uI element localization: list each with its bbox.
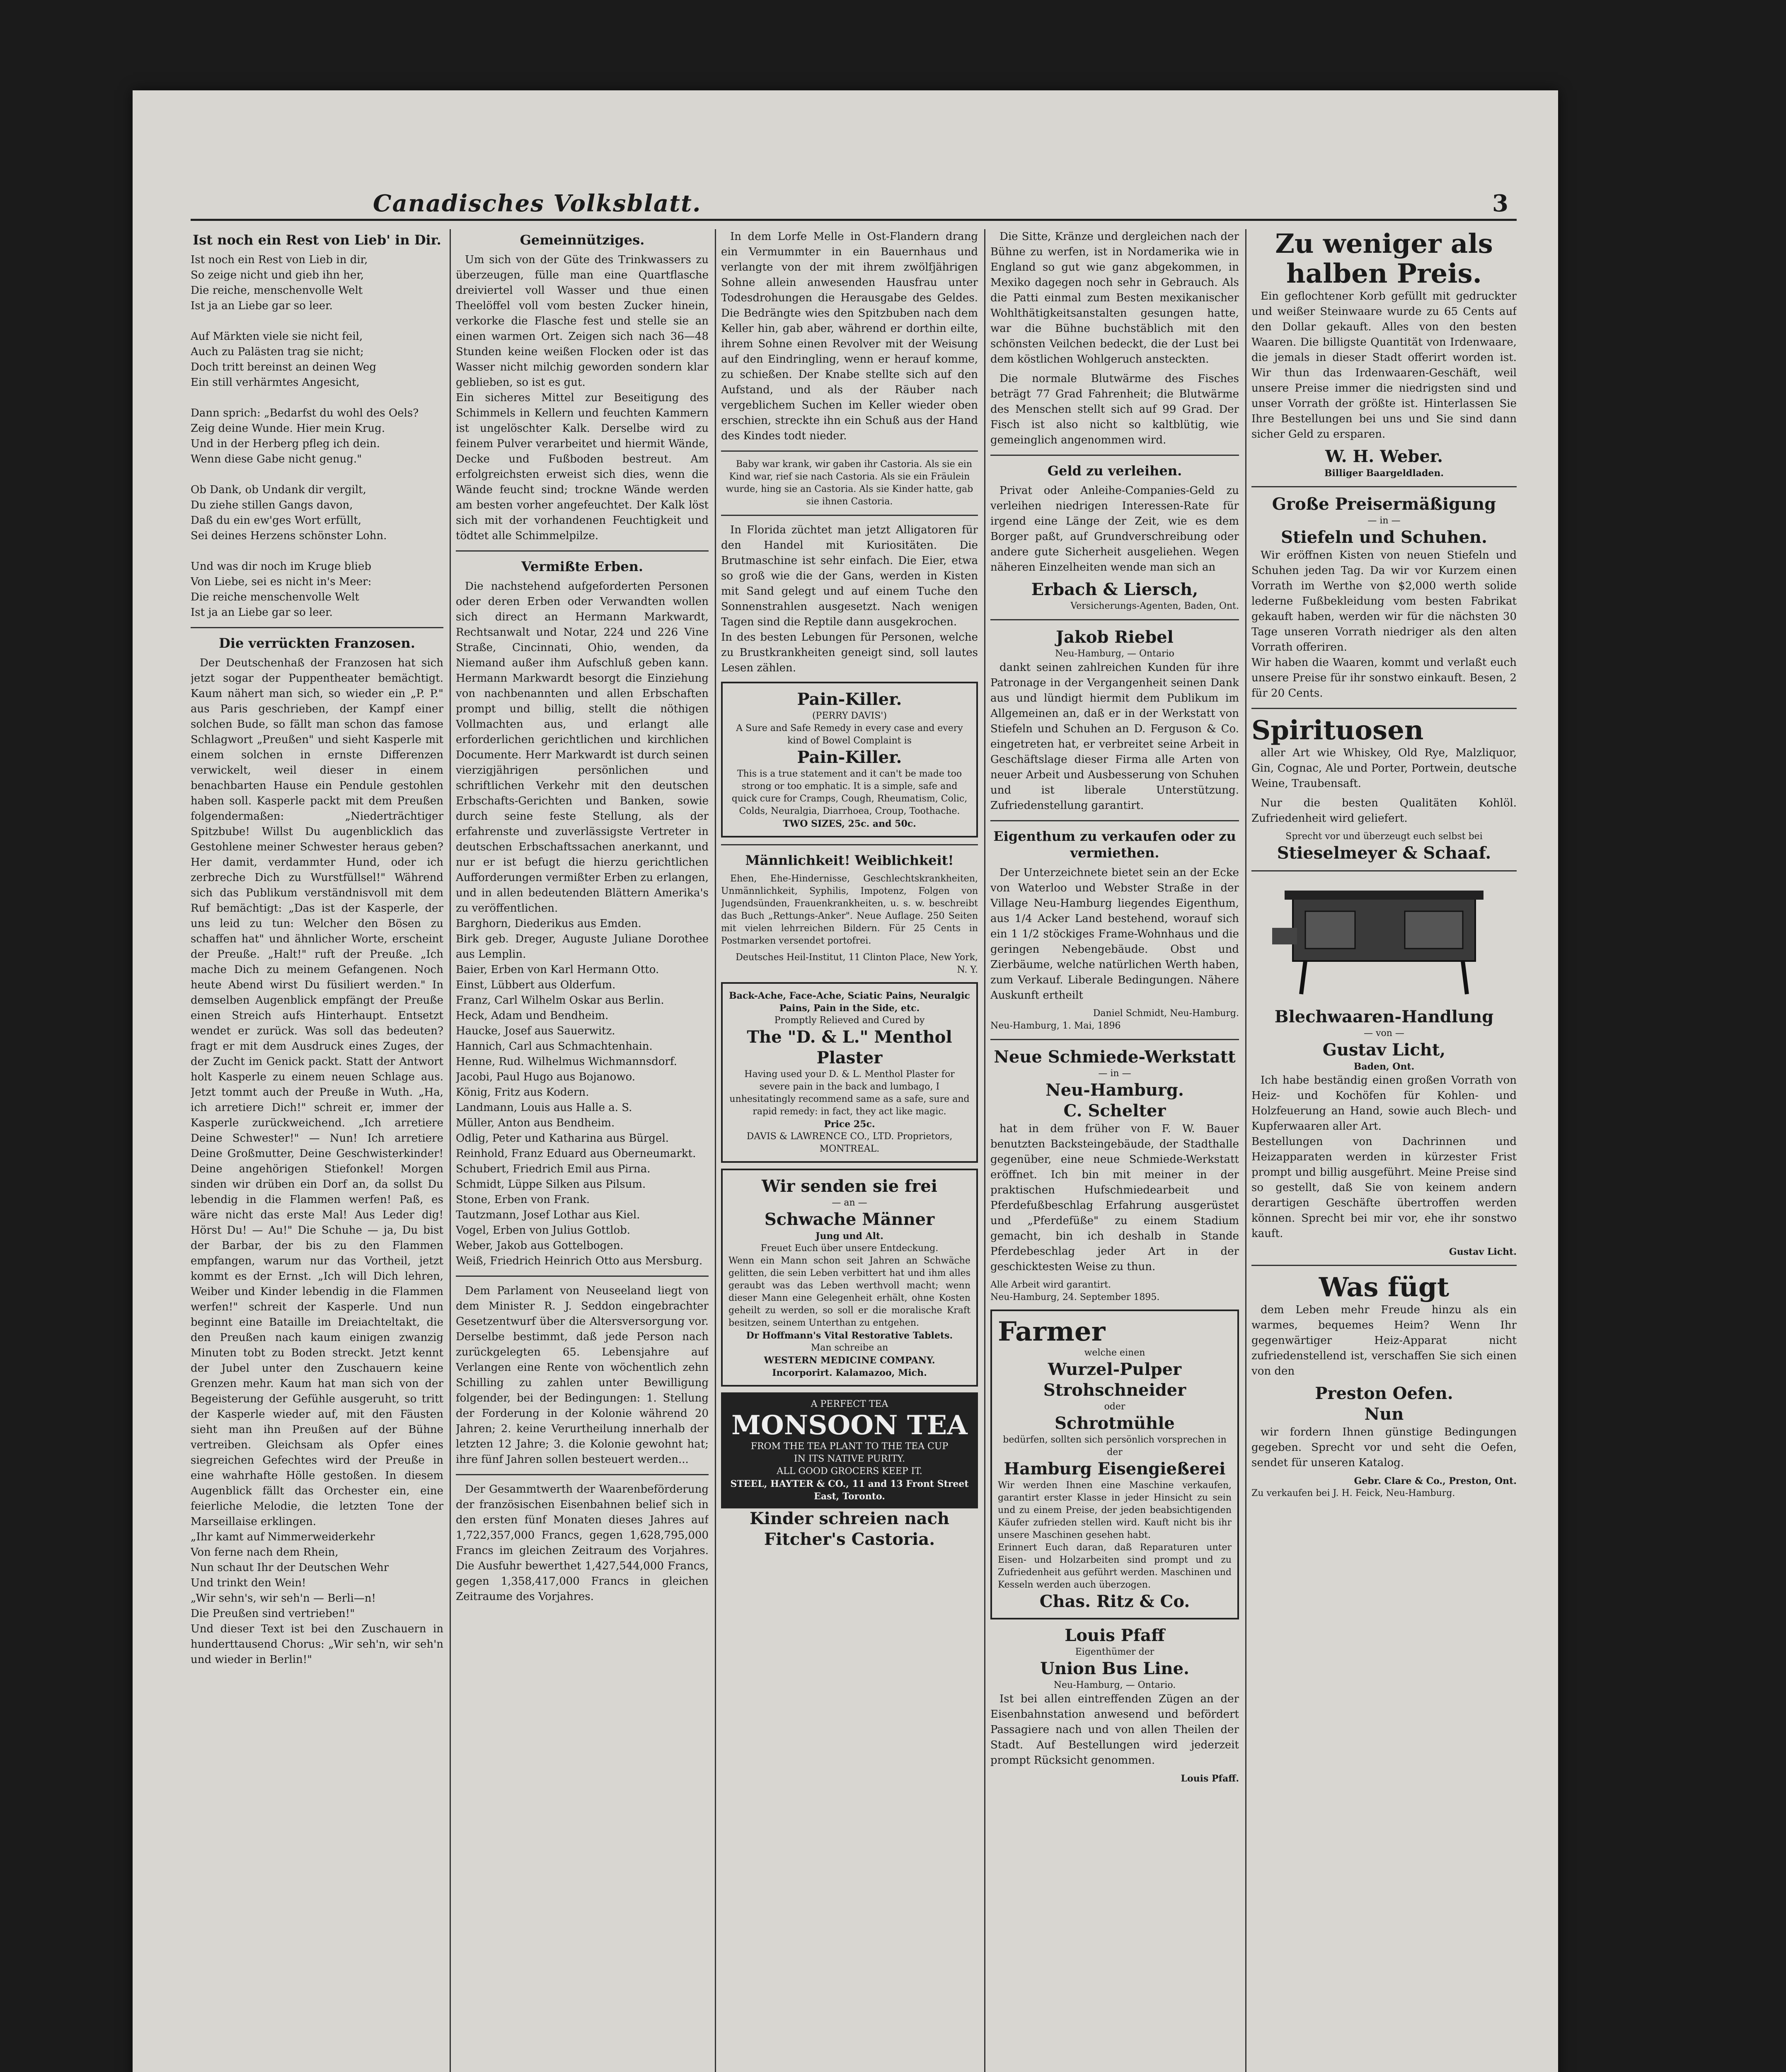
monsoon-tea-ad (721, 1392, 978, 1508)
story-title: Die verrückten Franzosen. (219, 635, 415, 651)
farmer-oder: oder (1104, 1402, 1125, 1412)
painkiller-title: Pain-Killer. (797, 690, 902, 709)
nun-text: wir fordern Ihnen günstige Bedingungen gegeben. Sprecht vor und seht die Oefen, sendet für unseren Katalog. (1251, 1426, 1517, 1469)
hoffmann-body: Wenn ein Mann schon seit Jahren an Schwäche gelitten, die sein Leben verbittert hat und ihm alles geraubt was das Leben werthvoll macht; wenn dieser Mann eine Gelegenheit erhält, ohne Kosten geheilt zu werden, so soll er die moralische Kraft besitzen, seinem Unterthan zu entgehen. (728, 1256, 970, 1328)
schrotmuehle: Schrotmühle (1055, 1414, 1175, 1433)
column-1 (191, 229, 443, 2072)
riebel-location: Neu-Hamburg, — Ontario (1055, 649, 1174, 659)
hamburg-foundry: Hamburg Eisengießerei (1004, 1459, 1226, 1479)
frei-an: — an — (832, 1198, 867, 1208)
eigenthum-date: Neu-Hamburg, 1. Mai, 1896 (990, 1021, 1121, 1031)
painkiller-body: This is a true statement and it can't be made too strong or too emphatic. It is a simple, safe and quick cure for Cramps, Cough, Rheumatism, Colic, Colds, Neuralgia, Diarrhoea, Croup, Toothache. (731, 769, 968, 816)
union-bus: Union Bus Line. (1040, 1659, 1189, 1678)
preston-oefen: Preston Oefen. (1315, 1384, 1453, 1403)
farmer-sub: welche einen (1084, 1348, 1145, 1358)
spirit-title: Spirituosen (1251, 715, 1424, 746)
column-rule (984, 229, 985, 2072)
column-rule (715, 229, 716, 2072)
poem-title: Ist noch ein Rest von Lieb' in Dir. (193, 232, 441, 248)
frei-title: Wir senden sie frei (762, 1176, 937, 1196)
schwache-title: Schwache Männer (764, 1210, 935, 1229)
castoria-text: Baby war krank, wir gaben ihr Castoria. Als sie ein Kind war, rief sie nach Castoria. Als sie ein Fräulein wurde, hing sie an Castoria. Als sie Kinder hatte, gab sie ihnen Castoria. (726, 459, 973, 507)
divider (1251, 1265, 1517, 1266)
weber-name: W. H. Weber. (1325, 447, 1443, 466)
halb-text: Ein geflochtener Korb gefüllt mit gedruckter und weißer Steinwaare wurde zu 65 Cents auf den Dollar gekauft. Alles von den besten Waaren. Die billigste Quantität von Irdenwaare, die jemals in dieser Stadt offerirt worden ist. Wir thun das Irdenwaaren-Geschäft, weil unsere Preise immer die niedrigsten sind und unser Vorrath der größte ist. Hinterlassen Sie Ihre Bestellungen bei uns und Sie sind dann sicher Geld zu ersparen. (1251, 290, 1517, 441)
entdeckung: Freuet Euch über unsere Entdeckung. (760, 1243, 939, 1254)
stove-illustration (1268, 878, 1500, 1002)
divider (721, 844, 978, 845)
preis-text: Wir eröffnen Kisten von neuen Stiefeln und Schuhen jeden Tag. Da wir vor Kurzem einen Vorrath im Werthe von $2,000 werth solide lederne Fußbekleidung vom besten Fabrikat gekauft haben, werden wir für die nächsten 30 Tage unseren Vorrath niedriger als den alten Vorrath offeriren. Wir haben die Waaren, kommt und verlaßt euch unsere Preise für ihr sonstwo einkauft. Besen, 2 für 20 Cents. (1251, 549, 1517, 700)
painkiller-mid: A Sure and Safe Remedy in every case and every kind of Bowel Complaint is (736, 723, 963, 746)
masthead-title: Canadisches Volksblatt. (373, 190, 702, 217)
blech-von: — von — (1364, 1028, 1404, 1038)
schelter-date: Neu-Hamburg, 24. September 1895. (990, 1292, 1160, 1302)
painkiller-sizes: TWO SIZES, 25c. and 50c. (783, 818, 916, 829)
preis-sub: Stiefeln und Schuhen. (1281, 528, 1487, 547)
pfaff-text: Ist bei allen eintreffenden Zügen an der Eisenbahnstation anwesend und befördert Passagiere nach und von allen Theilen der Stadt. Auf Bestellungen wird jederzeit prompt Rücksicht genommen. (990, 1693, 1239, 1767)
hoffmann-name: Dr Hoffmann's Vital Restorative Tablets. (746, 1330, 953, 1341)
column-rule (1245, 229, 1246, 2072)
divider (1251, 708, 1517, 709)
column-4 (990, 229, 1239, 2072)
preis-in: — in — (1367, 516, 1401, 526)
geld-title: Geld zu verleihen. (1047, 463, 1182, 479)
mannlich-address: Deutsches Heil-Institut, 11 Clinton Place, New York, N. Y. (736, 952, 978, 975)
painkiller-ad (721, 682, 978, 838)
schelter-guarantee: Alle Arbeit wird garantirt. (990, 1280, 1111, 1290)
monsoon-name: MONSOON TEA (731, 1410, 968, 1441)
schmiede-place: Neu-Hamburg. (1045, 1080, 1184, 1100)
dl-name: The "D. & L." Menthol Plaster (747, 1027, 952, 1067)
clare-sign: Gebr. Clare & Co., Preston, Ont. (1354, 1476, 1517, 1486)
dl-maker: DAVIS & LAWRENCE CO., LTD. Proprietors, MONTREAL. (746, 1131, 953, 1154)
farmer-ad (990, 1310, 1239, 1619)
newspaper-page (191, 190, 1517, 2072)
menthol-plaster-ad (721, 982, 978, 1163)
monsoon-maker: STEEL, HAYTER & CO., 11 and 13 Front Street East, Toronto. (730, 1479, 969, 1502)
dl-body: Having used your D. & L. Menthol Plaster for severe pain in the back and lumbago, I unhesitatingly recommend same as a safe, sure and rapid remedy: in fact, they act like magic. (729, 1069, 970, 1117)
eigenthum-title: Eigenthum zu verkaufen oder zu vermiethen. (993, 828, 1236, 861)
nun-title: Nun (1364, 1404, 1404, 1424)
divider (456, 1474, 709, 1475)
strohschneider: Strohschneider (1043, 1380, 1186, 1400)
pfaff-role: Eigenthümer der (1075, 1647, 1154, 1657)
sitte-article: Die Sitte, Kränze und dergleichen nach der Bühne zu werfen, ist in Nordamerika wie in England so gut wie ganz abgekommen, in Mexiko dagegen noch sehr in Gebrauch. Als die Patti einmal zum Besten mexikanischer Wohlthätigkeitsanstalten gesungen hatte, war die Bühne buchstäblich mit den schönsten Veilchen bedeckt, die der Lust bei dem köstlichen Wohlgeruch ansteckten. (990, 230, 1239, 366)
poem-text: Ist noch ein Rest von Lieb in dir, So zeige nicht und gieb ihn her, Die reiche, menschenvolle Welt Ist ja an Liebe gar so leer. Auf Märkten viele sie nicht feil, Auch zu Palästen trag sie nicht; Doch tritt bereinst an deinen Weg Ein still verhärmtes Angesicht, Dann sprich: „Bedarfst du wohl des Oels? Zeig deine Wunde. Hier mein Krug. Und in der Herberg pfleg ich dein. Wenn diese Gabe nicht genug." Ob Dank, ob Undank dir vergilt, Du ziehe stillen Gangs davon, Daß du ein ew'ges Wort erfüllt, Sei deines Herzens schönster Lohn. Und was dir noch im Kruge blieb Von Liebe, sei es nicht in's Meer: Die reiche menschenvolle Welt Ist ja an Liebe gar so leer. (191, 254, 419, 619)
heirs-text: Die nachstehend aufgeforderten Personen oder deren Erben oder Verwandten wollen sich direct an Hermann Markwardt, Rechtsanwalt und Notar, 224 und 226 Vine Straße, Cincinnati, Ohio, wenden, da Niemand außer ihm Aufschluß geben kann. Hermann Markwardt besorgt die Einziehung von nachbenannten und allen Erbschaften prompt und billig, stellt die nöthigen Vollmachten aus, und erlangt alle erforderlichen gerichtlichen und kirchlichen Documente. Herr Markwardt ist durch seinen vierzigjährigen persönlichen und schriftlichen Verkehr mit den deutschen Erbschafts-Gerichten und Banken, sowie durch seine feste Stellung, als der erfahrenste und zuverlässigste Vertreter in deutschen Erbschaftssachen anerkannt, und nur er ist befugt die hierzu gerichtlichen Aufforderungen vermißter Erben zu erlangen, und in allen bedeutenden Blättern Amerika's zu veröffentlichen. Barghorn, Diederikus aus Emden. Birk geb. Dreger, Auguste Juliane Dorothee aus Lemplin. Baier, Erben von Karl Hermann Otto. Einst, Lübbert aus Olderfum. Franz, Carl Wilhelm Oskar aus Berlin. Heck, Adam und Bendheim. Haucke, Josef aus Sauerwitz. Hannich, Carl aus Schmachtenhain. Henne, Rud. Wilhelmus Wichmannsdorf. Jacobi, Paul Hugo aus Bojanowo. König, Fritz aus Kodern. Landmann, Louis aus Halle a. S. Müller, Anton aus Bendheim. Odlig, Peter und Katharina aus Bürgel. Reinhold, Franz Eduard aus Oberneumarkt. Schubert, Friedrich Emil aus Pirna. Schmidt, Lüppe Silken aus Pilsum. Stone, Erben von Frank. Tautzmann, Josef Lothar aus Kiel. Vogel, Erben von Julius Gottlob. Weber, Jakob aus Gottelbogen. Weiß, Friedrich Heinrich Otto aus Mersburg. (456, 580, 709, 1267)
licht-sign: Gustav Licht. (1449, 1247, 1517, 1257)
page-number: 3 (1492, 190, 1508, 217)
monsoon-top: A PERFECT TEA (811, 1399, 888, 1409)
ritz-co: Chas. Ritz & Co. (1039, 1592, 1190, 1611)
stieselmeyer: Stieselmeyer & Schaaf. (1277, 843, 1491, 863)
spirit-list: aller Art wie Whiskey, Old Rye, Malzliquor, Gin, Cognac, Ale und Porter, Portwein, deutsche Weine, Traubensaft. (1251, 747, 1517, 790)
monsoon-grocers: ALL GOOD GROCERS KEEP IT. (777, 1466, 922, 1477)
column-3 (721, 229, 978, 2072)
dl-price: Price 25c. (824, 1119, 875, 1130)
painkiller-sub: (PERRY DAVIS') (812, 711, 887, 721)
schmiede-title: Neue Schmiede-Werkstatt (994, 1047, 1236, 1067)
licht-name: Gustav Licht, (1322, 1040, 1446, 1060)
column-5 (1251, 229, 1517, 2072)
eigenthum-text: Der Unterzeichnete bietet sein an der Ecke von Waterloo und Webster Straße in der Village Neu-Hamburg liegendes Eigenthum, aus 1/4 Acker Land bestehend, worauf sich ein 1 1/2 stöckiges Frame-Wohnhaus und die geringen Nebengebäude. Obst und Zierbäume, welche natürlichen Werth haben, zum Verkauf. Liberale Bedingungen. Nähere Auskunft ertheilt (990, 867, 1239, 1002)
masthead (191, 190, 1517, 221)
was-text: dem Leben mehr Freude hinzu als ein warmes, bequemes Heim? Wenn Ihr gegenwärtiger Heiz-Apparat nicht zufriedenstellend ist, verschaffen Sie sich einen von den (1251, 1304, 1517, 1377)
pfaff-name: Louis Pfaff (1065, 1626, 1165, 1645)
divider (990, 820, 1239, 821)
divider (456, 1276, 709, 1277)
farmer-erinnert: Erinnert Euch daran, daß Reparaturen unter Eisen- und Holzarbeiten sind prompt und zu Zufriedenheit aus geführt werden. Maschinen und Kesseln werden auch überzogen. (998, 1542, 1232, 1590)
geld-text: Privat oder Anleihe-Companies-Geld zu verleihen niedrigen Interessen-Rate für irgend eine Länge der Zeit, wie es dem Borger paßt, auf Grundverschreibung oder andere gute Sicherheit ausgeliehen. Wegen näheren Einzelheiten wende man sich an (990, 484, 1239, 574)
verkaufen-text: Zu verkaufen bei J. H. Feick, Neu-Hamburg. (1251, 1488, 1455, 1498)
weber-sub: Billiger Baargeldladen. (1324, 468, 1444, 479)
newspaper-sheet (133, 90, 1558, 2072)
column-2 (456, 229, 709, 2072)
divider (721, 515, 978, 516)
erbach-sub: Versicherungs-Agenten, Baden, Ont. (1070, 601, 1239, 611)
spirit-best: Nur die besten Qualitäten Kohlöl. Zufriedenheit wird geliefert. (1251, 797, 1517, 825)
gemein-text: Um sich von der Güte des Trinkwassers zu überzeugen, fülle man eine Quartflasche dreiviertel voll Wasser und thue einen Theelöffel voll vom besten Zucker hinein, verkorke die Flasche fest und stelle sie an einen warmen Ort. Zeigen sich nach 36—48 Stunden keine weißen Flocken oder ist das Wasser nicht milchig geworden sondern klar geblieben, so ist es gut. Ein sicheres Mittel zur Beseitigung des Schimmels in Kellern und feuchten Kammern ist ungelöschter Kalk. Derselbe wird zu feinem Pulver verarbeitet und hiermit Wände, Decke und Fußboden bestreut. Am erfolgreichsten erweist sich dies, wenn die Wände feucht sind; trockne Wände werden am besten vorher angefeuchtet. Der Kalk löst sich mit der vorhandenen Feuchtigkeit und tödtet alle Schimmelpilze. (456, 254, 709, 542)
divider (456, 550, 709, 552)
monsoon-tag: FROM THE TEA PLANT TO THE TEA CUP (750, 1441, 949, 1452)
fr-article: Der Gesammtwerth der Waarenbeförderung der französischen Eisenbahnen belief sich in den ersten fünf Monaten dieses Jahres auf 1,722,357,000 Francs, gegen 1,628,795,000 Francs im gleichen Zeitraum des Vorjahres. Die Ausfuhr bewerthet 1,427,544,000 Francs, gegen 1,358,417,000 Francs in gleichen Zeitraume des Vorjahres. (456, 1483, 709, 1603)
florida-article: In Florida züchtet man jetzt Alligatoren für den Handel mit Kuriositäten. Die Brutmaschine ist sehr einfach. Die Eier, etwa so groß wie die der Gans, werden in Kisten mit Sand gelegt und auf einem Tuche den Sonnenstrahlen ausgesetzt. Nach wenigen Tagen sind die Reptile dann ausgekrochen. In des besten Lebungen für Personen, welche zu Brustkrankheiten geneigt sind, soll lautes Lesen zählen. (721, 524, 978, 674)
nz-article: Dem Parlament von Neuseeland liegt von dem Minister R. J. Seddon eingebrachter Gesetzentwurf über die Altersversorgung vor. Derselbe bestimmt, daß jede Person nach zurückgelegten 65. Lebensjahre auf Verlangen eine Rente von wöchentlich zehn Schilling zu zahlen unter Bewilligung folgender, bei der Bedingungen: 1. Stellung der Forderung in der Kolonie während 20 Jahren; 2. keine Verurtheilung innerhalb der letzten 12 Jahre; 3. die Kolonie gewohnt hat; ihre fünf Jahren sollen besteuert werden... (456, 1285, 709, 1466)
schelter-text: hat in dem früher von F. W. Bauer benutzten Backsteingebäude, der Stadthalle gegenüber, eine neue Schmiede-Werkstatt eröffnet. Ich bin mit meiner in der praktischen Hufschmiedearbeit und Pferdefußbeschlag Erfahrung ausgerüstet und „Pferdefüße" zu einem Stadium gemacht, bin ich deshalb in Stande Pferdebeschlag jeder Art in der geschicktesten Weise zu thun. (990, 1123, 1239, 1273)
erbach-liersch: Erbach & Liersch, (1031, 580, 1198, 599)
spirit-ask: Sprecht vor und überzeugt euch selbst bei (1285, 831, 1483, 842)
riebel-text: dankt seinen zahlreichen Kunden für ihre Patronage in der Vergangenheit seinen Dank aus und lündigt hiermit dem Publikum im Allgemeinen an, daß er in der Werkstatt von Stiefeln und Schuhen an D. Ferguson & Co. eingetreten hat, er verbreitet seine Arbeit in Geschäftslage dieser Firma alle Arten von neuer Arbeit und Ausbesserung von Schuhen und ist liberale Unterstützung. Zufriedenstellung garantirt. (990, 661, 1239, 812)
wurzel-pulper: Wurzel-Pulper (1048, 1360, 1182, 1379)
monsoon-purity: IN ITS NATIVE PURITY. (794, 1454, 905, 1464)
mannlich-text: Ehen, Ehe-Hindernisse, Geschlechtskrankheiten, Unmännlichkeit, Syphilis, Impotenz, Folgen von Jugendsünden, Frauenkrankheiten, u. s. w. beschreibt das Buch „Rettungs-Anker". Neue Auflage. 250 Seiten mit vielen lehrreichen Bildern. Für 25 Cents in Postmarken versendet portofrei. (721, 874, 978, 946)
eigenthum-sign: Daniel Schmidt, Neu-Hamburg. (1093, 1008, 1239, 1019)
western-location: Incorporirt. Kalamazoo, Mich. (772, 1368, 927, 1378)
divider (990, 455, 1239, 456)
farmer-title: Farmer (998, 1316, 1106, 1347)
jung-alt: Jung und Alt. (816, 1231, 883, 1242)
schelter-name: C. Schelter (1063, 1101, 1166, 1121)
divider (721, 450, 978, 452)
kinder-castoria: Kinder schreien nach Fitcher's Castoria. (749, 1509, 950, 1549)
licht-location: Baden, Ont. (1353, 1061, 1415, 1072)
hoffmann-end: Man schreibe an (811, 1343, 888, 1353)
riebel-name: Jakob Riebel (1056, 627, 1174, 647)
divider (1251, 870, 1517, 871)
blut-article: Die normale Blutwärme des Fisches beträgt 77 Grad Fahrenheit; die Blutwärme des Menschen stellt sich auf 99 Grad. Der Fisch ist also nicht so kaltblütig, wie gemeinglich angenommen wird. (990, 373, 1239, 446)
blech-title: Blechwaaren-Handlung (1274, 1007, 1494, 1026)
gemein-title: Gemeinnütziges. (520, 232, 645, 248)
schmiede-in: — in — (1098, 1068, 1131, 1079)
licht-text: Ich habe beständig einen großen Vorrath von Heiz- und Kochöfen für Kohlen- und Holzfeuerung an Hand, sowie auch Blech- und Kupferwaaren aller Art. Bestellungen von Dachrinnen und Heizapparaten werden in kürzester Frist prompt und billig ausgeführt. Meine Preise sind so gestellt, daß Sie von keinem andern derartigen Geschäfte übertroffen werden können. Sprecht bei mir vor, ehe ihr sonstwo kauft. (1251, 1074, 1517, 1240)
pfaff-location: Neu-Hamburg, — Ontario. (1053, 1680, 1176, 1690)
halb-title: Zu weniger als halben Preis. (1275, 229, 1493, 289)
preis-title: Große Preisermäßigung (1272, 494, 1496, 514)
column-rule (450, 229, 451, 2072)
divider (990, 619, 1239, 620)
divider (990, 1039, 1239, 1040)
mannlich-title: Männlichkeit! Weiblichkeit! (745, 852, 954, 868)
pfaff-sign: Louis Pfaff. (1181, 1773, 1239, 1784)
dl-top: Back-Ache, Face-Ache, Sciatic Pains, Neuralgic Pains, Pain in the Side, etc. (729, 990, 970, 1014)
hoffmann-ad (721, 1169, 978, 1387)
dl-sub: Promptly Relieved and Cured by (774, 1015, 925, 1026)
western-company: WESTERN MEDICINE COMPANY. (764, 1355, 935, 1366)
painkiller-title-2: Pain-Killer. (797, 748, 902, 767)
divider (191, 627, 443, 628)
lough-article: In dem Lorfe Melle in Ost-Flandern drang ein Vermummter in ein Bauernhaus und verlangte von der mit ihrem zwölfjährigen Sohne allein anwesenden Hausfrau unter Todesdrohungen die Herausgabe des Geldes. Die Bedrängte wies den Spitzbuben nach dem Keller hin, gab aber, während er dorthin eilte, ihrem Sohne einen Revolver mit der Weisung auf den Eindringling, wenn er herauf komme, zu schießen. Der Knabe stellte sich auf den Aufstand, und als der Räuber nach vergeblichem Suchen im Keller wieder oben erschien, streckte ihn ein Schuß aus der Hand des Kindes todt nieder. (721, 230, 978, 442)
was-title: Was fügt (1319, 1272, 1450, 1303)
farmer-werden: Wir werden Ihnen eine Maschine verkaufen, garantirt erster Klasse in jeder Hinsicht zu sein und zu einem Preise, der jeden beabsichtigenden Käufer zufrieden stellen wird. Kauft nicht bis ihr unsere Maschinen gesehen habt. (998, 1480, 1232, 1540)
heirs-title: Vermißte Erben. (521, 559, 644, 574)
story-text: Der Deutschenhaß der Franzosen hat sich jetzt sogar der Puppentheater bemächtigt. Kaum nähert man sich, so wieder ein „P. P." aus Paris geschrieben, der Kampf einer solchen Bude, so fällt man schon das famose Schlagwort „Preußen" und sieht Kasperle mit einem solchen in ernste Differenzen verwickelt, weil dieser in einem benachbarten Hause ein Pendule gestohlen haben soll. Kasperle packt mit dem Preußen folgendermaßen: „Niederträchtiger Spitzbube! Willst Du augenblicklich das Gestohlene meiner Schwester heraus geben? Her damit, verdammter Hund, oder ich zerbreche Dich zu Wurstfüllsel!" Während sich das Publikum verständnisvoll mit dem Ruf bemächtigt: „Das ist der Kasperle, der uns leid zu tun: Welcher den Bösen zu schaffen hat" und ähnlicher Worte, erscheint der Preuße. „Halt!" ruft der Preuße. „Ich mache Dich zu meinem Gefangenen. Noch heute Abend wirst Du füsiliert werden." In demselben Augenblick empfängt der Preuße einen Streich aufs Hinterhaupt. Entsetzt wendet er zurück. Was soll das bedeuten? fragt er mit dem Ausdruck eines Zuges, der der Zucht im Genick packt. Statt der Antwort holt Kasperle zu einem neuen Schlage aus. Jetzt tommt auch der Preuße in Wuth. „Ha, ich arretiere Dich!" schreit er, immer der Kasperle zurückweichend. „Ich arretiere Deine Schwester!" — Nun! Ich arretiere Deine Großmutter, Deine Geschwisterkinder! Deine angehörigen Stiefonkel! Morgen sinden wir drüben ein Dorf an, da sollst Du lebendig in die Flammen werfen! Paß, es wäre nicht das erste Mal! Aus Leder dig! Hörst Du! — Au!" Die Schuhe — ja, Du bist der Barbar, der bis zu den Flammen empfangen, warum nur das Vortheil, jetzt kommt es der Ernst. „Ich will Dich lehren, Weiber und Kinder lebendig in die Flammen werfen!" schreit der Kasperle. Und nun beginnt eine Bataille im Dreiachteltakt, die den Preußen nach kaum einigen zwanzig Minuten tobt zu Boden streckt. Jetzt kennt der Jubel unter den Zuschauern keine Grenzen mehr. Kaum hat man sich von der Begeisterung der Gefühle ausgeruht, so tritt der Kasperle wieder auf, mit den Fäusten sieht man ihn Preußen auf der Bühne vertreiben. Gleichsam als Opfer eines siegreichen Gefechtes wird der Preuße in eine wahrhafte Hölle gestoßen. In diesem Augenblick fällt das Orchester ein, eine feierliche Melodie, die letzten Tone der Marseillaise erklingen. „Ihr kamt auf Nimmerweiderkehr Von ferne nach dem Rhein, Nun schaut Ihr der Deutschen Wehr Und trinkt den Wein! „Wir sehn's, wir seh'n — Berli—n! Die Preußen sind vertrieben!" Und dieser Text ist bei den Zuschauern in hunderttausend Chorus: „Wir seh'n, wir seh'n und wieder in Berlin!" (191, 657, 443, 1666)
farmer-bedurfen: bedürfen, sollten sich persönlich vorsprechen in der (1003, 1435, 1227, 1457)
divider (1251, 486, 1517, 487)
